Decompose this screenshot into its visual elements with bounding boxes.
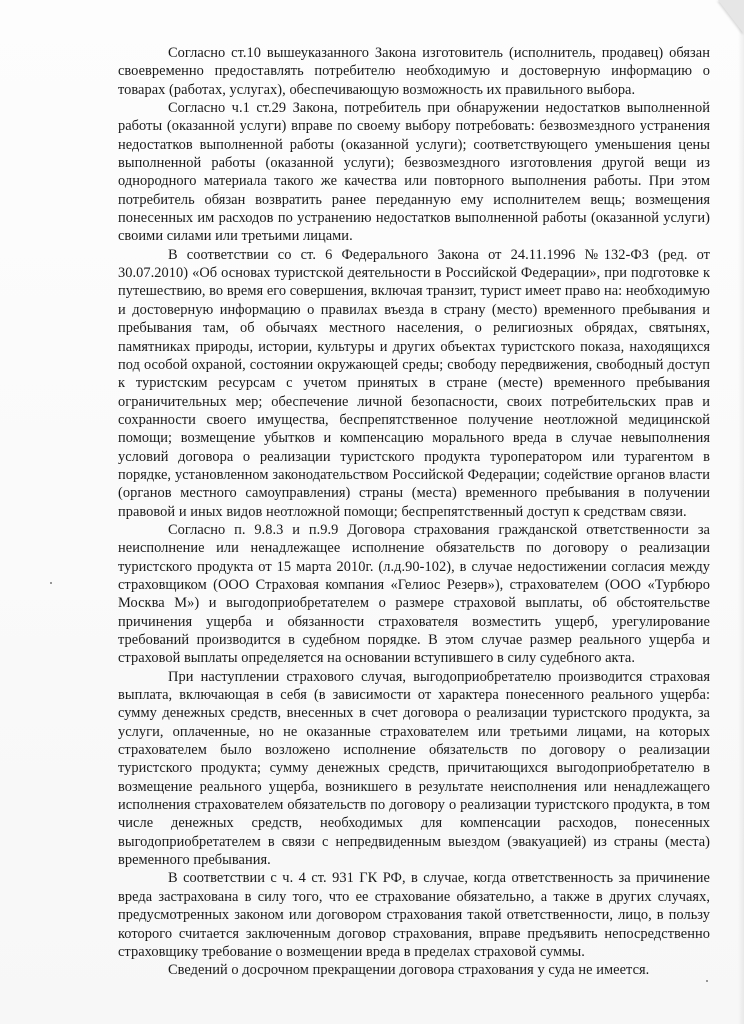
folded-corner [718, 0, 744, 34]
paragraph-civil-code-931: В соответствии с ч. 4 ст. 931 ГК РФ, в случае, когда ответственность за причинение вреда застрахована в силу того, что ее страхование обязательно, а также в других случаях, предусмотренных законом или договором страхования такой ответственности, лицо, в пользу которого считается заключенным договор страхования, вправе предъявить непосредственно страховщику требование о возмещении вреда в пределах страховой суммы. [118, 870, 710, 960]
scan-speck [706, 980, 708, 982]
paragraph-no-termination: Сведений о досрочном прекращении договора страхования у суда не имеется. [168, 962, 650, 979]
paragraph-tourism-law: В соответствии со ст. 6 Федерального Закона от 24.11.1996 №132-ФЗ (ред. от 30.07.2010) «Об основах туристской деятельности в Российской Федерации», при подготовке к путешествию, во время его совершения, включая транзит, турист имеет право на: необходимую и достоверную информацию о правилах въезда в страну (место) временного пребывания и пребывания там, об обычаях местного населения, о религиозных обрядах, святынях, памятниках природы, истории, культуры и других объектах туристского показа, находящихся под особой охраной, состоянии окружающей среды; свободу передвижения, свободный доступ к туристским ресурсам с учетом принятых в стране (месте) временного пребывания ограничительных мер; обеспечение личной безопасности, своих потребительских прав и сохранности своего имущества, беспрепятственное получение неотложной медицинской помощи; возмещение убытков и компенсацию морального вреда в случае невыполнения условий договора о реализации туристского продукта туроператором или турагентом в порядке, установленном законодательством Российской Федерации; содействие органов власти (органов местного самоуправления) страны (места) временного пребывания в получении правовой и иных видов неотложной помощи; беспрепятственный доступ к средствам связи. [118, 246, 710, 520]
paragraph-article-10: Согласно ст.10 вышеуказанного Закона изготовитель (исполнитель, продавец) обязан своевременно предоставлять потребителю необходимую и достоверную информацию о товарах (работах, услугах), обеспечивающую возможность их правильного выбора. [118, 45, 710, 98]
paragraph-insurance-contract: Согласно п. 9.8.3 и п.9.9 Договора страхования гражданской ответственности за неисполнение или ненадлежащее исполнение обязательств по договору о реализации туристского продукта от 15 марта 2010г. (л.д.90-102), в случае недостижении согласия между страховщиком (ООО Страховая компания «Гелиос Резерв»), страхователем (ООО «Турбюро Москва М») и выгодоприобретателем о размере страховой выплаты, об обстоятельстве причинения ущерба и обязанности страхователя возместить ущерб, урегулирование требований производится в судебном порядке. В этом случае размер реального ущерба и страховой выплаты определяется на основании вступившего в силу судебного акта. [118, 521, 710, 667]
paragraph-article-29: Согласно ч.1 ст.29 Закона, потребитель при обнаружении недостатков выполненной работы (оказанной услуги) вправе по своему выбору потребовать: безвозмездного устранения недостатков выполненной работы (оказанной услуги); соответствующего уменьшения цены выполненной работы (оказанной услуги); безвозмездного изготовления другой вещи из однородного материала такого же качества или повторного выполнения работы. При этом потребитель обязан возвратить ранее переданную ему исполнителем вещь; возмещения понесенных им расходов по устранению недостатков выполненной работы (оказанной услуги) своими силами или третьими лицами. [118, 100, 710, 245]
document-text [118, 44, 710, 980]
page-edge-shadow [738, 0, 744, 1024]
paragraph-insurance-payment: При наступлении страхового случая, выгодоприобретателю производится страховая выплата, включающая в себя (в зависимости от характера понесенного реального ущерба: сумму денежных средств, внесенных в счет договора о реализации туристского продукта, за услуги, оплаченные, но не оказанные страхователем или третьими лицами, на которых страхователем было возложено исполнение обязательств по договору о реализации туристского продукта; сумму денежных средств, причитающихся выгодоприобретателю в возмещение реального ущерба, возникшего в результате неисполнения или ненадлежащего исполнения страхователем обязательств по договору о реализации туристского продукта, в том числе денежных средств, необходимых для компенсации расходов, понесенных выгодоприобретателем в связи с непредвиденным выездом (эвакуацией) из страны (места) временного пребывания. [118, 668, 710, 869]
scan-speck [50, 582, 52, 584]
